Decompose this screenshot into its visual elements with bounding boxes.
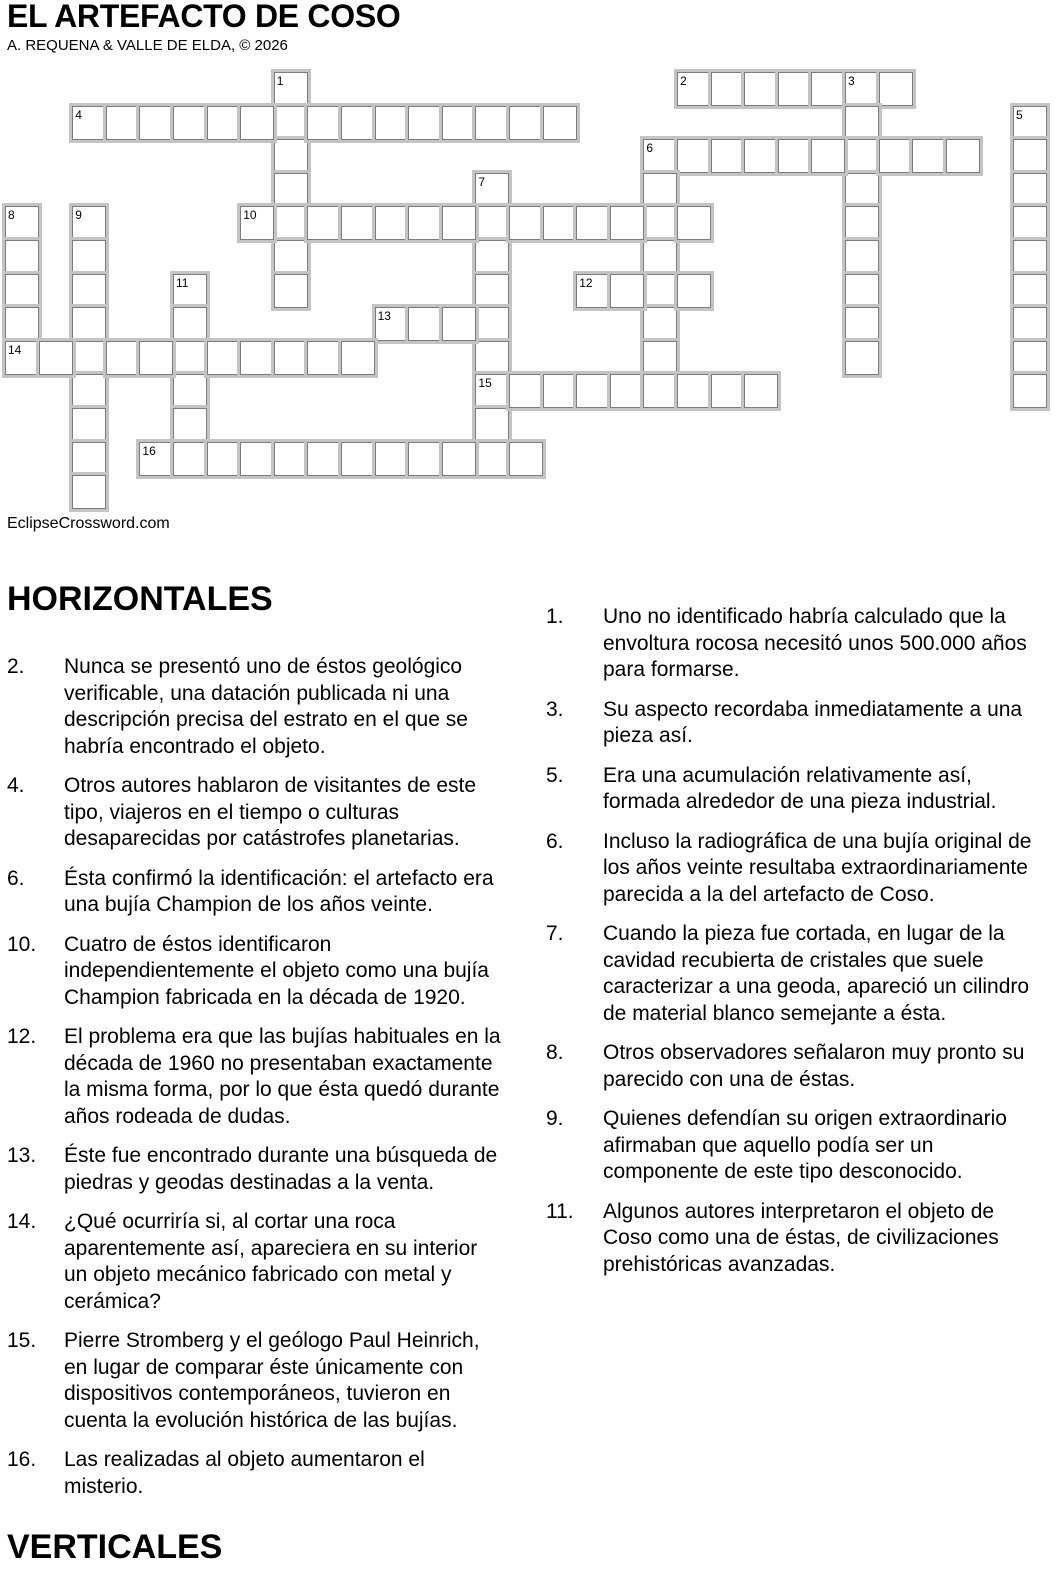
grid-cell[interactable]	[408, 442, 442, 476]
grid-cell[interactable]	[643, 240, 677, 274]
grid-cell[interactable]	[643, 307, 677, 341]
grid-cell[interactable]	[274, 341, 308, 375]
grid-cell[interactable]	[274, 274, 308, 308]
down-clue-list	[546, 604, 1041, 1278]
across-clue-list	[7, 654, 502, 1500]
grid-cell[interactable]	[1013, 341, 1047, 375]
clue-text: Quienes defendían su origen extraordinario afirmaban que aquello podía ser un componente de este tipo desconocido.	[603, 1107, 1007, 1183]
grid-cell[interactable]	[845, 341, 879, 375]
grid-cell[interactable]	[1013, 307, 1047, 341]
grid-cell[interactable]	[274, 173, 308, 207]
grid-cell[interactable]	[543, 106, 577, 140]
grid-cell[interactable]	[475, 307, 509, 341]
grid-cell[interactable]	[307, 442, 341, 476]
grid-cell[interactable]	[744, 72, 778, 106]
grid-cell[interactable]	[677, 274, 711, 308]
grid-cell[interactable]	[72, 106, 106, 140]
grid-cell[interactable]	[677, 72, 711, 106]
grid-cell[interactable]	[778, 72, 812, 106]
grid-cell[interactable]	[509, 206, 543, 240]
across-clue	[7, 654, 502, 760]
puzzle-author: A. REQUENA & VALLE DE ELDA, © 2026	[7, 37, 288, 54]
grid-cell[interactable]	[1013, 274, 1047, 308]
clue-number: 6.	[546, 829, 564, 853]
grid-cell[interactable]	[240, 442, 274, 476]
grid-cell[interactable]	[845, 173, 879, 207]
clue-text: Otros observadores señalaron muy pronto su parecido con una de éstas.	[603, 1041, 1025, 1091]
grid-cell[interactable]	[5, 341, 39, 375]
grid-cell[interactable]	[442, 206, 476, 240]
grid-cell[interactable]	[1013, 206, 1047, 240]
cell-number: 2	[680, 74, 687, 88]
clue-text: Algunos autores interpretaron el objeto de Coso como una de éstas, de civilizaciones prehistóricas avanzadas.	[603, 1199, 999, 1276]
grid-cell[interactable]	[307, 341, 341, 375]
grid-cell[interactable]	[811, 139, 845, 173]
clue-text: Éste fue encontrado durante una búsqueda de piedras y geodas destinadas a la venta.	[64, 1144, 498, 1194]
grid-cell[interactable]	[677, 206, 711, 240]
grid-cell[interactable]	[610, 374, 644, 408]
across-clue	[7, 932, 502, 1012]
clue-text: Otros autores hablaron de visitantes de este tipo, viajeros en el tiempo o culturas desaparecidas por catástrofes planetarias.	[64, 774, 477, 850]
grid-cell[interactable]	[72, 374, 106, 408]
grid-cell[interactable]	[1013, 374, 1047, 408]
grid-cell[interactable]	[173, 374, 207, 408]
clue-text: Era una acumulación relativamente así, formada alrededor de una pieza industrial.	[603, 763, 997, 813]
grid-cell[interactable]	[845, 307, 879, 341]
grid-cell[interactable]	[72, 442, 106, 476]
grid-cell[interactable]	[72, 206, 106, 240]
clue-number: 7.	[546, 922, 564, 945]
down-clue	[546, 829, 1041, 909]
down-clue	[546, 763, 1041, 816]
grid-cell[interactable]	[408, 206, 442, 240]
grid-cell[interactable]	[5, 274, 39, 308]
across-clue	[7, 1024, 502, 1130]
clue-text: Incluso la radiográfica de una bujía original de los años veinte resultaba extraordinariamente parecida a la del artefacto de Coso.	[603, 829, 1032, 906]
cell-number: 16	[142, 443, 156, 458]
grid-cell[interactable]	[1013, 139, 1047, 173]
grid-cell[interactable]	[509, 374, 543, 408]
grid-cell[interactable]	[307, 206, 341, 240]
grid-cell[interactable]	[274, 106, 308, 140]
grid-cell[interactable]	[240, 341, 274, 375]
grid-cell[interactable]	[610, 206, 644, 240]
across-clue	[7, 1447, 502, 1500]
clue-text: Uno no identificado habría calculado que la envoltura rocosa necesitó unos 500.000 años para formarse.	[603, 605, 1027, 681]
across-clue	[7, 1143, 502, 1196]
grid-cell[interactable]	[711, 139, 745, 173]
across-clue	[7, 1209, 502, 1315]
grid-cell[interactable]	[576, 206, 610, 240]
grid-cell[interactable]	[475, 374, 509, 408]
grid-cell[interactable]	[543, 206, 577, 240]
grid-cell[interactable]	[139, 341, 173, 375]
grid-cell[interactable]	[274, 72, 308, 106]
grid-cell[interactable]	[475, 106, 509, 140]
grid-cell[interactable]	[341, 106, 375, 140]
grid-cell[interactable]	[274, 442, 308, 476]
grid-cell[interactable]	[72, 408, 106, 442]
clue-number: 11.	[546, 1199, 574, 1223]
grid-cell[interactable]	[341, 341, 375, 375]
clues-flow-continued	[546, 570, 1041, 1291]
down-heading	[546, 570, 1041, 604]
grid-cell[interactable]	[711, 72, 745, 106]
clues-flow	[7, 570, 502, 1570]
across-clue	[7, 773, 502, 853]
grid-cell[interactable]	[845, 274, 879, 308]
grid-cell[interactable]	[643, 341, 677, 375]
grid-cell[interactable]	[509, 442, 543, 476]
grid-cell[interactable]	[173, 442, 207, 476]
grid-cell[interactable]	[207, 106, 241, 140]
grid-cell[interactable]	[207, 341, 241, 375]
grid-cell[interactable]	[442, 307, 476, 341]
grid-cell[interactable]	[509, 106, 543, 140]
grid-cell[interactable]	[845, 206, 879, 240]
grid-cell[interactable]	[72, 341, 106, 375]
down-clue	[546, 1106, 1041, 1186]
grid-cell[interactable]	[475, 274, 509, 308]
grid-cell[interactable]	[475, 206, 509, 240]
grid-cell[interactable]	[375, 206, 409, 240]
clue-text: Cuando la pieza fue cortada, en lugar de la cavidad recubierta de cristales que suele caracterizar a una geoda, apareció un cilindro de material blanco semejante a ésta.	[603, 922, 1030, 1025]
clue-text: Ésta confirmó la identificación: el artefacto era una bujía Champion de los años veinte.	[64, 866, 494, 916]
down-clue	[546, 921, 1041, 1027]
down-clue	[546, 1040, 1041, 1093]
clue-number: 14.	[7, 1210, 37, 1233]
grid-cell[interactable]	[643, 374, 677, 408]
grid-cell[interactable]	[173, 274, 207, 308]
grid-cell[interactable]	[39, 341, 73, 375]
crossword-grid	[0, 0, 1058, 520]
grid-cell[interactable]	[341, 206, 375, 240]
grid-cell[interactable]	[744, 374, 778, 408]
grid-cell[interactable]	[139, 442, 173, 476]
clue-number: 13.	[7, 1144, 37, 1167]
cell-number: 13	[377, 309, 391, 324]
clue-number: 3.	[546, 697, 564, 721]
clues-column-right	[546, 570, 1041, 1570]
grid-cell[interactable]	[375, 106, 409, 140]
grid-cell[interactable]	[643, 274, 677, 308]
grid-cell[interactable]	[677, 374, 711, 408]
grid-cell[interactable]	[173, 408, 207, 442]
grid-cell[interactable]	[375, 307, 409, 341]
site-credit: EclipseCrossword.com	[7, 515, 170, 532]
clue-number: 16.	[7, 1448, 37, 1471]
grid-cell[interactable]	[274, 139, 308, 173]
grid-cell[interactable]	[72, 274, 106, 308]
grid-cell[interactable]	[845, 106, 879, 140]
cell-number: 4	[75, 107, 82, 122]
grid-cell[interactable]	[375, 442, 409, 476]
clue-number: 15.	[7, 1329, 37, 1352]
cell-number: 14	[8, 342, 22, 357]
clue-text: Las realizadas al objeto aumentaron el misterio.	[64, 1448, 425, 1498]
down-clue	[546, 697, 1041, 750]
clue-text: Cuatro de éstos identificaron independientemente el objeto como una bujía Champion fabricada en la década de 1920.	[64, 932, 489, 1009]
grid-cell[interactable]	[274, 206, 308, 240]
grid-cell[interactable]	[139, 106, 173, 140]
grid-cell[interactable]	[442, 442, 476, 476]
grid-cell[interactable]	[744, 139, 778, 173]
grid-cell[interactable]	[72, 240, 106, 274]
cell-number: 9	[75, 208, 82, 223]
grid-cell[interactable]	[1013, 240, 1047, 274]
grid-cell[interactable]	[576, 374, 610, 408]
clue-number: 9.	[546, 1107, 564, 1130]
across-clue	[7, 1328, 502, 1434]
grid-cell[interactable]	[576, 274, 610, 308]
grid-cell[interactable]	[711, 374, 745, 408]
clue-number: 2.	[7, 655, 25, 678]
cell-number: 6	[646, 141, 654, 156]
grid-cell[interactable]	[475, 173, 509, 207]
grid-cell[interactable]	[912, 139, 946, 173]
grid-cell[interactable]	[173, 106, 207, 140]
grid-cell[interactable]	[442, 106, 476, 140]
grid-cell[interactable]	[1013, 173, 1047, 207]
across-clue	[7, 866, 502, 919]
grid-cell[interactable]	[72, 307, 106, 341]
grid-cell[interactable]	[207, 442, 241, 476]
clue-text: ¿Qué ocurriría si, al cortar una roca aparentemente así, apareciera en su interior un objeto mecánico fabricado con metal y cerámica?	[64, 1210, 478, 1313]
cell-number: 8	[8, 208, 15, 223]
grid-cell[interactable]	[543, 374, 577, 408]
grid-cell[interactable]	[475, 240, 509, 274]
cell-number: 10	[243, 208, 257, 223]
clues-column-left	[7, 570, 502, 1570]
grid-cell[interactable]	[408, 307, 442, 341]
grid-cell[interactable]	[845, 240, 879, 274]
cell-number: 12	[579, 275, 593, 290]
grid-cell[interactable]	[845, 72, 879, 106]
grid-cell[interactable]	[106, 341, 140, 375]
across-heading: HORIZONTALES	[7, 580, 273, 618]
grid-cell[interactable]	[610, 274, 644, 308]
grid-cell[interactable]	[408, 106, 442, 140]
grid-cell[interactable]	[643, 139, 677, 173]
grid-cell[interactable]	[643, 206, 677, 240]
grid-cell[interactable]	[307, 106, 341, 140]
clue-number: 8.	[546, 1041, 564, 1064]
grid-cell[interactable]	[240, 106, 274, 140]
cell-number: 1	[276, 74, 284, 88]
clue-text: Pierre Stromberg y el geólogo Paul Heinrich, en lugar de comparar éste únicamente con dispositivos contemporáneos, tuvieron en cuenta la evolución histórica de las bujías.	[64, 1329, 480, 1432]
grid-cell[interactable]	[341, 442, 375, 476]
clue-number: 5.	[546, 763, 564, 787]
clue-number: 12.	[7, 1025, 37, 1048]
grid-cell[interactable]	[475, 341, 509, 375]
cell-number: 11	[176, 275, 189, 290]
grid-cell[interactable]	[946, 139, 980, 173]
grid-cell[interactable]	[879, 72, 913, 106]
grid-cell[interactable]	[274, 240, 308, 274]
grid-cell[interactable]	[811, 72, 845, 106]
grid-cell[interactable]	[475, 408, 509, 442]
grid-cell[interactable]	[845, 139, 879, 173]
cell-number: 7	[478, 174, 486, 189]
grid-cell[interactable]	[173, 307, 207, 341]
down-clue	[546, 604, 1041, 684]
down-heading: VERTICALES	[7, 1528, 223, 1566]
grid-cell[interactable]	[879, 139, 913, 173]
grid-cell[interactable]	[677, 139, 711, 173]
clue-number: 1.	[546, 605, 564, 628]
grid-cell[interactable]	[778, 139, 812, 173]
clue-number: 4.	[7, 774, 25, 797]
clue-number: 6.	[7, 866, 25, 890]
clue-text: El problema era que las bujías habituales en la década de 1960 no presentaban exactamente la misma forma, por lo que ésta quedó durante años rodeada de dudas.	[64, 1025, 501, 1128]
grid-cell[interactable]	[106, 106, 140, 140]
grid-cell[interactable]	[5, 206, 39, 240]
grid-cell[interactable]	[173, 341, 207, 375]
clue-text: Nunca se presentó uno de éstos geológico verificable, una datación publicada ni una descripción precisa del estrato en el que se habría encontrado el objeto.	[64, 655, 468, 758]
grid-cell[interactable]	[1013, 106, 1047, 140]
grid-cell[interactable]	[643, 173, 677, 207]
puzzle-title: EL ARTEFACTO DE COSO	[7, 0, 401, 34]
grid-cell[interactable]	[240, 206, 274, 240]
grid-cell[interactable]	[5, 307, 39, 341]
cell-number: 3	[848, 74, 855, 88]
grid-cell[interactable]	[72, 475, 106, 509]
grid-cell[interactable]	[5, 240, 39, 274]
cell-number: 5	[1016, 107, 1023, 122]
clue-number: 10.	[7, 932, 37, 956]
clue-text: Su aspecto recordaba inmediatamente a una pieza así.	[603, 697, 1023, 747]
down-clue	[546, 1199, 1041, 1279]
cell-number: 15	[478, 376, 492, 391]
grid-cell[interactable]	[475, 442, 509, 476]
